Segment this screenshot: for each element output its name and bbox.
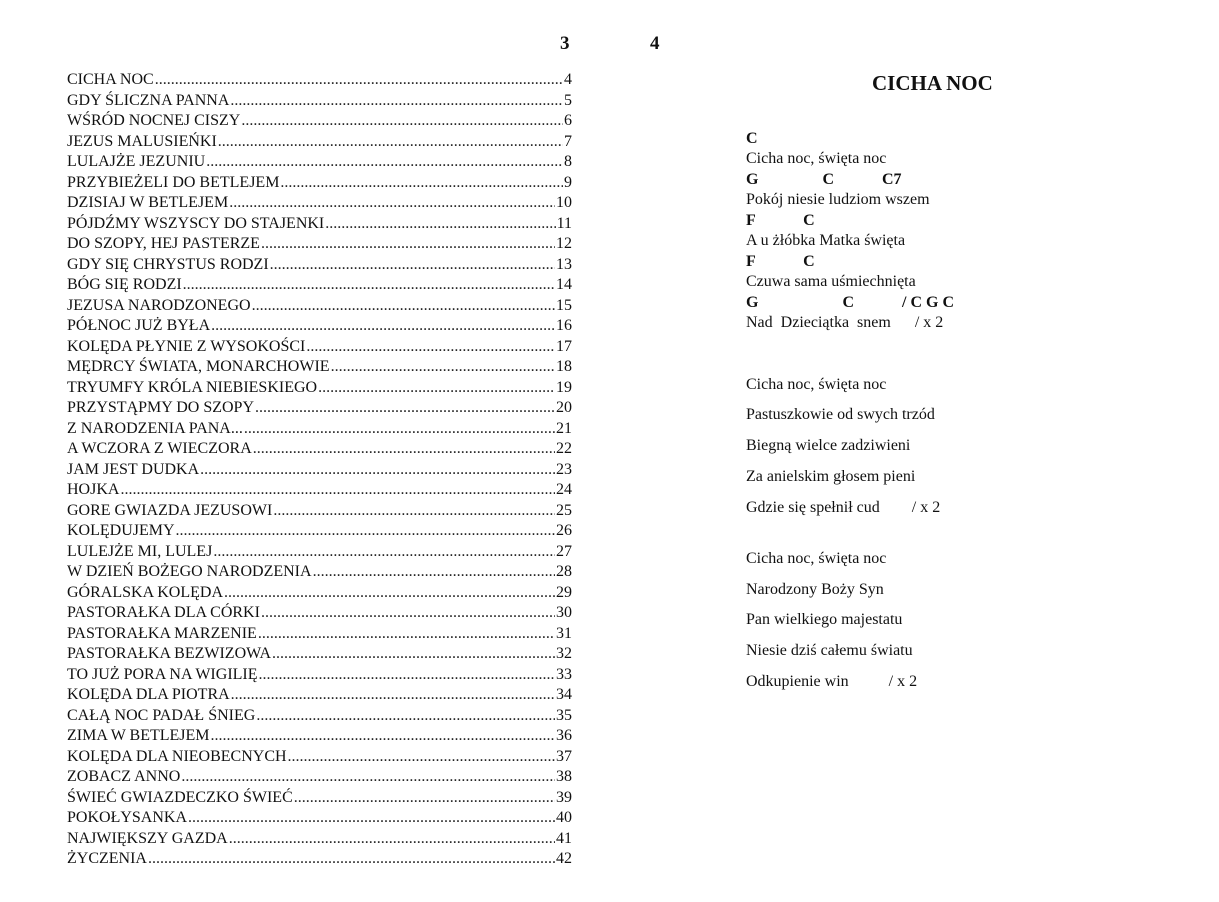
toc-dot-leader xyxy=(256,706,555,726)
toc-entry-title: BÓG SIĘ RODZI xyxy=(67,276,182,293)
toc-dot-leader xyxy=(120,480,555,500)
toc-entry-title: TRYUMFY KRÓLA NIEBIESKIEGO xyxy=(67,378,318,396)
toc-dot-leader xyxy=(253,439,555,459)
toc-entry xyxy=(67,132,572,153)
toc-dot-leader xyxy=(211,726,555,746)
toc-entry xyxy=(67,726,572,747)
page-number-left: 3 xyxy=(560,33,570,54)
toc-dot-leader xyxy=(229,829,555,849)
toc-entry xyxy=(67,767,572,788)
toc-dot-leader xyxy=(231,685,555,705)
toc-dot-leader xyxy=(213,542,555,562)
toc-entry-page: 6 xyxy=(564,112,572,129)
chord-line: G C / C G C xyxy=(746,294,954,311)
toc-entry xyxy=(67,747,572,768)
toc-entry-title: ZIMA W BETLEJEM xyxy=(67,727,210,744)
lyric-line: Pokój niesie ludziom wszem xyxy=(746,191,930,208)
toc-entry-title: W DZIEŃ BOŻEGO NARODZENIA xyxy=(67,563,312,580)
toc-entry xyxy=(67,357,572,378)
toc-entry-page: 19 xyxy=(556,378,572,396)
toc-entry-title: MĘDRCY ŚWIATA, MONARCHOWIE xyxy=(67,358,330,375)
toc-dot-leader xyxy=(200,460,555,480)
toc-dot-leader xyxy=(244,419,555,439)
toc-entry-page: 12 xyxy=(556,235,572,252)
toc-dot-leader xyxy=(255,398,555,418)
toc-entry xyxy=(67,521,572,542)
toc-entry xyxy=(67,542,572,563)
toc-entry-title: HOJKA xyxy=(67,481,120,498)
toc-entry-page: 33 xyxy=(556,665,572,683)
toc-entry-page: 38 xyxy=(556,768,572,785)
toc-entry-page: 36 xyxy=(556,727,572,744)
toc-entry-title: GDY SIĘ CHRYSTUS RODZI xyxy=(67,255,269,273)
toc-entry-title: ZOBACZ ANNO xyxy=(67,768,181,785)
toc-entry-title: DO SZOPY, HEJ PASTERZE xyxy=(67,235,260,252)
toc-dot-leader xyxy=(183,275,555,295)
toc-entry-page: 24 xyxy=(556,481,572,498)
lyric-line: Nad Dzieciątka snem / x 2 xyxy=(746,314,944,331)
toc-dot-leader xyxy=(211,316,555,336)
toc-entry xyxy=(67,234,572,255)
toc-entry xyxy=(67,255,572,276)
toc-entry-title: NAJWIĘKSZY GAZDA xyxy=(67,829,228,847)
toc-entry-page: 18 xyxy=(556,358,572,375)
toc-entry xyxy=(67,706,572,727)
toc-entry-title: PÓJDŹMY WSZYSCY DO STAJENKI xyxy=(67,214,325,232)
toc-entry-title: ŻYCZENIA xyxy=(67,850,147,867)
toc-entry xyxy=(67,685,572,706)
toc-entry-page: 21 xyxy=(556,419,572,437)
toc-entry-title: LULAJŻE JEZUNIU xyxy=(67,153,206,170)
toc-entry-page: 34 xyxy=(556,686,572,703)
toc-entry-title: WŚRÓD NOCNEJ CISZY xyxy=(67,112,241,129)
toc-entry-page: 5 xyxy=(564,91,572,109)
toc-entry-page: 35 xyxy=(556,706,572,724)
toc-dot-leader xyxy=(259,665,555,685)
toc-entry-page: 8 xyxy=(564,153,572,170)
toc-entry-page: 41 xyxy=(556,829,572,847)
toc-entry xyxy=(67,193,572,214)
toc-entry-page: 7 xyxy=(564,132,572,150)
toc-entry-page: 22 xyxy=(556,440,572,457)
toc-entry-title: A WCZORA Z WIECZORA xyxy=(67,440,252,457)
toc-entry xyxy=(67,70,572,91)
toc-entry-title: POKOŁYSANKA xyxy=(67,809,188,826)
toc-entry-title: LULEJŻE MI, LULEJ xyxy=(67,542,213,560)
toc-dot-leader xyxy=(272,644,555,664)
toc-entry-page: 23 xyxy=(556,460,572,478)
toc-entry xyxy=(67,378,572,399)
toc-entry xyxy=(67,419,572,440)
toc-entry-title: ŚWIEĆ GWIAZDECZKO ŚWIEĆ xyxy=(67,788,293,806)
toc-entry-title: PASTORAŁKA BEZWIZOWA xyxy=(67,645,272,662)
toc-entry-page: 27 xyxy=(556,542,572,560)
toc-dot-leader xyxy=(288,747,555,767)
lyric-line: Pan wielkiego majestatu xyxy=(746,611,903,628)
toc-entry-page: 4 xyxy=(564,71,572,88)
toc-entry xyxy=(67,644,572,665)
toc-entry xyxy=(67,665,572,686)
lyric-line: Gdzie się spełnił cud / x 2 xyxy=(746,499,941,516)
song-title: CICHA NOC xyxy=(872,71,993,95)
toc-entry-title: PASTORAŁKA DLA CÓRKI xyxy=(67,604,260,621)
toc-entry-page: 39 xyxy=(556,788,572,806)
toc-entry-title: JEZUSA NARODZONEGO xyxy=(67,296,251,314)
toc-entry xyxy=(67,398,572,419)
toc-entry-title: KOLĘDA DLA PIOTRA xyxy=(67,686,230,703)
toc-entry-title: GORE GWIAZDA JEZUSOWI xyxy=(67,501,273,519)
toc-entry xyxy=(67,173,572,194)
toc-entry-title: KOLĘDUJEMY xyxy=(67,522,175,539)
lyric-line: Niesie dziś całemu światu xyxy=(746,642,913,659)
toc-entry xyxy=(67,583,572,604)
toc-dot-leader xyxy=(229,193,555,213)
toc-entry xyxy=(67,214,572,235)
lyric-line: Pastuszkowie od swych trzód xyxy=(746,406,935,423)
toc-entry xyxy=(67,501,572,522)
lyric-line: Za anielskim głosem pieni xyxy=(746,468,916,485)
toc-entry-title: KOLĘDA DLA NIEOBECNYCH xyxy=(67,747,287,765)
toc-entry-title: PRZYSTĄPMY DO SZOPY xyxy=(67,399,254,416)
toc-entry xyxy=(67,808,572,829)
toc-entry xyxy=(67,152,572,173)
toc-entry-title: PASTORAŁKA MARZENIE xyxy=(67,624,257,642)
toc-entry-page: 31 xyxy=(556,624,572,642)
toc-dot-leader xyxy=(313,562,555,582)
lyric-line: A u żłóbka Matka święta xyxy=(746,232,906,249)
toc-entry xyxy=(67,275,572,296)
lyric-line: Narodzony Boży Syn xyxy=(746,581,884,598)
toc-entry-page: 20 xyxy=(556,399,572,416)
toc-dot-leader xyxy=(306,337,555,357)
toc-dot-leader xyxy=(241,111,563,131)
toc-dot-leader xyxy=(270,255,555,275)
chord-line: F C xyxy=(746,253,815,270)
page-number-right: 4 xyxy=(650,33,660,54)
toc-entry-page: 10 xyxy=(556,194,572,211)
toc-entry-page: 37 xyxy=(556,747,572,765)
lyric-line: Odkupienie win / x 2 xyxy=(746,673,918,690)
toc-entry-page: 9 xyxy=(564,173,572,191)
toc-entry xyxy=(67,603,572,624)
lyric-line: Biegną wielce zadziwieni xyxy=(746,437,911,454)
toc-entry-page: 40 xyxy=(556,809,572,826)
toc-entry-page: 14 xyxy=(556,276,572,293)
toc-entry-page: 30 xyxy=(556,604,572,621)
toc-entry-title: JAM JEST DUDKA xyxy=(67,460,200,478)
toc-entry xyxy=(67,91,572,112)
toc-entry-page: 15 xyxy=(556,296,572,314)
toc-entry xyxy=(67,337,572,358)
toc-entry xyxy=(67,624,572,645)
toc-entry-title: GDY ŚLICZNA PANNA xyxy=(67,91,230,109)
toc-entry xyxy=(67,480,572,501)
toc-dot-leader xyxy=(188,808,555,828)
chord-line: C xyxy=(746,130,758,147)
toc-entry-page: 29 xyxy=(556,583,572,601)
toc-entry-page: 26 xyxy=(556,522,572,539)
toc-dot-leader xyxy=(325,214,555,234)
chord-line: F C xyxy=(746,212,815,229)
toc-dot-leader xyxy=(206,152,563,172)
chord-line: G C C7 xyxy=(746,171,902,188)
toc-dot-leader xyxy=(252,296,555,316)
toc-entry xyxy=(67,296,572,317)
toc-entry xyxy=(67,788,572,809)
toc-entry-title: JEZUS MALUSIEŃKI xyxy=(67,132,217,150)
toc-entry-title: CICHA NOC xyxy=(67,71,154,88)
toc-entry-title: GÓRALSKA KOLĘDA xyxy=(67,583,223,601)
lyric-line: Cicha noc, święta noc xyxy=(746,150,887,167)
toc-dot-leader xyxy=(155,70,563,90)
toc-entry-title: PÓŁNOC JUŻ BYŁA xyxy=(67,317,211,334)
toc-dot-leader xyxy=(181,767,555,787)
toc-entry xyxy=(67,562,572,583)
toc-entry-title: DZISIAJ W BETLEJEM xyxy=(67,194,229,211)
lyric-line: Cicha noc, święta noc xyxy=(746,376,887,393)
toc-entry xyxy=(67,849,572,870)
toc-dot-leader xyxy=(230,91,563,111)
toc-entry-page: 32 xyxy=(556,645,572,662)
toc-dot-leader xyxy=(273,501,555,521)
toc-dot-leader xyxy=(280,173,563,193)
toc-dot-leader xyxy=(148,849,555,869)
toc-entry xyxy=(67,460,572,481)
toc-dot-leader xyxy=(318,378,555,398)
toc-entry-page: 25 xyxy=(556,501,572,519)
toc-dot-leader xyxy=(331,357,555,377)
toc-entry-title: PRZYBIEŻELI DO BETLEJEM xyxy=(67,173,280,191)
toc-entry-page: 28 xyxy=(556,563,572,580)
toc-entry-page: 17 xyxy=(556,337,572,355)
toc-entry-page: 11 xyxy=(556,214,572,232)
toc-dot-leader xyxy=(294,788,555,808)
toc-dot-leader xyxy=(261,603,555,623)
toc-entry-title: KOLĘDA PŁYNIE Z WYSOKOŚCI xyxy=(67,337,306,355)
toc-entry-page: 42 xyxy=(556,850,572,867)
toc-dot-leader xyxy=(224,583,555,603)
toc-dot-leader xyxy=(218,132,563,152)
toc-dot-leader xyxy=(261,234,555,254)
toc-entry-title: TO JUŻ PORA NA WIGILIĘ xyxy=(67,665,258,683)
toc-entry xyxy=(67,316,572,337)
lyric-line: Cicha noc, święta noc xyxy=(746,550,887,567)
toc-dot-leader xyxy=(258,624,555,644)
toc-entry xyxy=(67,439,572,460)
lyric-line: Czuwa sama uśmiechnięta xyxy=(746,273,916,290)
toc-dot-leader xyxy=(176,521,555,541)
toc-entry xyxy=(67,111,572,132)
toc-entry-title: CAŁĄ NOC PADAŁ ŚNIEG xyxy=(67,706,256,724)
toc-entry-page: 16 xyxy=(556,317,572,334)
toc-entry xyxy=(67,829,572,850)
table-of-contents xyxy=(67,70,572,870)
toc-entry-page: 13 xyxy=(556,255,572,273)
toc-entry-title: Z NARODZENIA PANA... xyxy=(67,419,243,437)
